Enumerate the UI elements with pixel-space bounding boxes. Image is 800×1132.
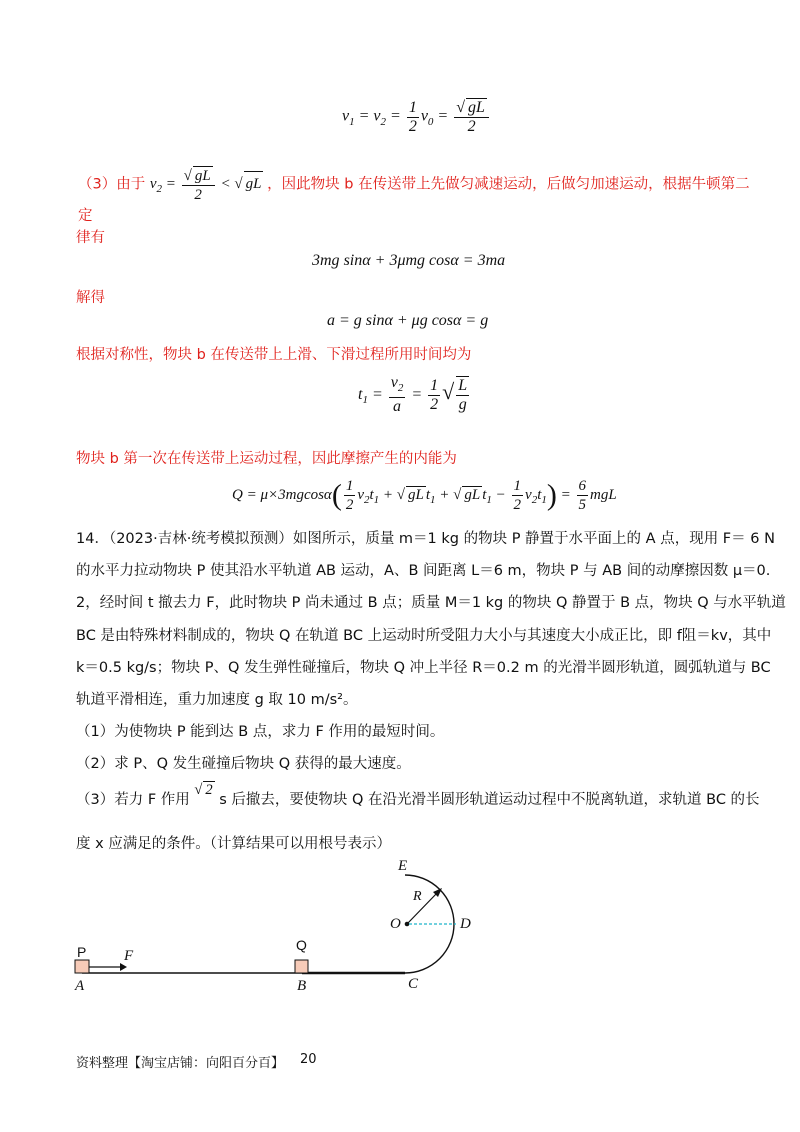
label-d: D: [460, 916, 471, 932]
problem-line-5: k＝0.5 kg/s；物块 P、Q 发生弹性碰撞后，物块 Q 冲上半径 R＝0.2 m 的光滑半圆形轨道，圆弧轨道与 BC: [76, 660, 771, 676]
equation-time: $t_1$ = $\frac{v_2}{a}$ = $\frac{1}{2}$ √ $\frac{L}{g}$: [358, 374, 468, 416]
force-arrowhead: [120, 963, 127, 971]
part3-inequality: $v_2$ = $\frac{√ gL}{2}$ < √ gL: [149, 168, 262, 203]
question-2: （2）求 P、Q 发生碰撞后物块 Q 获得的最大速度。: [76, 756, 411, 772]
block-p: [75, 960, 89, 973]
equation-acceleration: a = g sinα + μg cosα = g: [327, 312, 489, 329]
label-q: Q: [296, 937, 307, 953]
part3-continuation: 律有: [76, 230, 105, 246]
equation-newton: 3mg sinα + 3μmg cosα = 3ma: [312, 252, 506, 269]
symmetry-text: 根据对称性，物块 b 在传送带上上滑、下滑过程所用时间均为: [76, 347, 472, 363]
problem-line-1: 14．（2023·吉林·统考模拟预测）如图所示，质量 m＝1 kg 的物块 P 静置于水平面上的 A 点，现用 F＝ 6 N: [76, 531, 775, 547]
footer-source: 资料整理【淘宝店铺：向阳百分百】: [76, 1056, 285, 1071]
radius-arrow: [407, 892, 438, 924]
block-q: [295, 960, 308, 973]
part3-suffix: ，因此物块 b 在传送带上先做匀减速运动，后做匀加速运动，根据牛顿第二定: [78, 176, 750, 224]
equation-velocity: $v_1 = v_2$ = $\frac{1}{2}$ $v_0$ = $\frac{√ gL}{2}$: [342, 98, 491, 136]
label-b: B: [297, 978, 307, 994]
question-3-continuation: 度 x 应满足的条件。（计算结果可以用根号表示）: [76, 836, 392, 852]
track-figure: [60, 850, 480, 1000]
heat-text: 物块 b 第一次在传送带上运动过程，因此摩擦产生的内能为: [76, 451, 457, 467]
page-number: 20: [300, 1052, 317, 1067]
question-3: [76, 782, 760, 809]
label-a: A: [75, 978, 85, 994]
problem-line-2: 的水平力拉动物块 P 使其沿水平轨道 AB 运动，A、B 间距离 L＝6 m，物块 P 与 AB 间的动摩擦因数 μ＝0.: [76, 563, 771, 579]
problem-line-4: BC 是由特殊材料制成的，物块 Q 在轨道 BC 上运动时所受阻力大小与其速度大小成正比，即 f阻＝kv，其中: [76, 628, 772, 644]
label-f: F: [124, 948, 134, 964]
question-1: （1）为使物块 P 能到达 B 点，求力 F 作用的最短时间。: [76, 724, 445, 740]
solve-label: 解得: [76, 290, 105, 306]
part3-line: [78, 166, 758, 228]
label-c: C: [408, 976, 419, 992]
question-3-suffix: s 后撤去，要使物块 Q 在沿光滑半圆形轨道运动过程中不脱离轨道，求轨道 BC 的长: [219, 792, 760, 808]
problem-line-3: 2，经时间 t 撤去力 F，此时物块 P 尚未通过 B 点；质量 M＝1 kg 的物块 Q 静置于 B 点，物块 Q 与水平轨道: [76, 595, 786, 611]
label-p: P: [77, 944, 87, 960]
question-3-prefix: （3）若力 F 作用: [76, 792, 190, 808]
label-o: O: [390, 916, 401, 932]
equation-heat: Q = μ×3mgcosα( $\frac{1}{2}$ $v_2t_1$ + √ gL $t_1$ + √ gL $t_1$ − $\frac{1}{2}$ $v_2t_1$) = $\frac{6}{5}$ mgL: [232, 478, 617, 513]
label-r: R: [413, 889, 422, 904]
part3-prefix: （3）由于: [78, 176, 146, 193]
sqrt2-value: √ 2: [194, 782, 213, 798]
problem-line-6: 轨道平滑相连，重力加速度 g 取 10 m/s²。: [76, 692, 358, 708]
label-e: E: [398, 858, 408, 874]
